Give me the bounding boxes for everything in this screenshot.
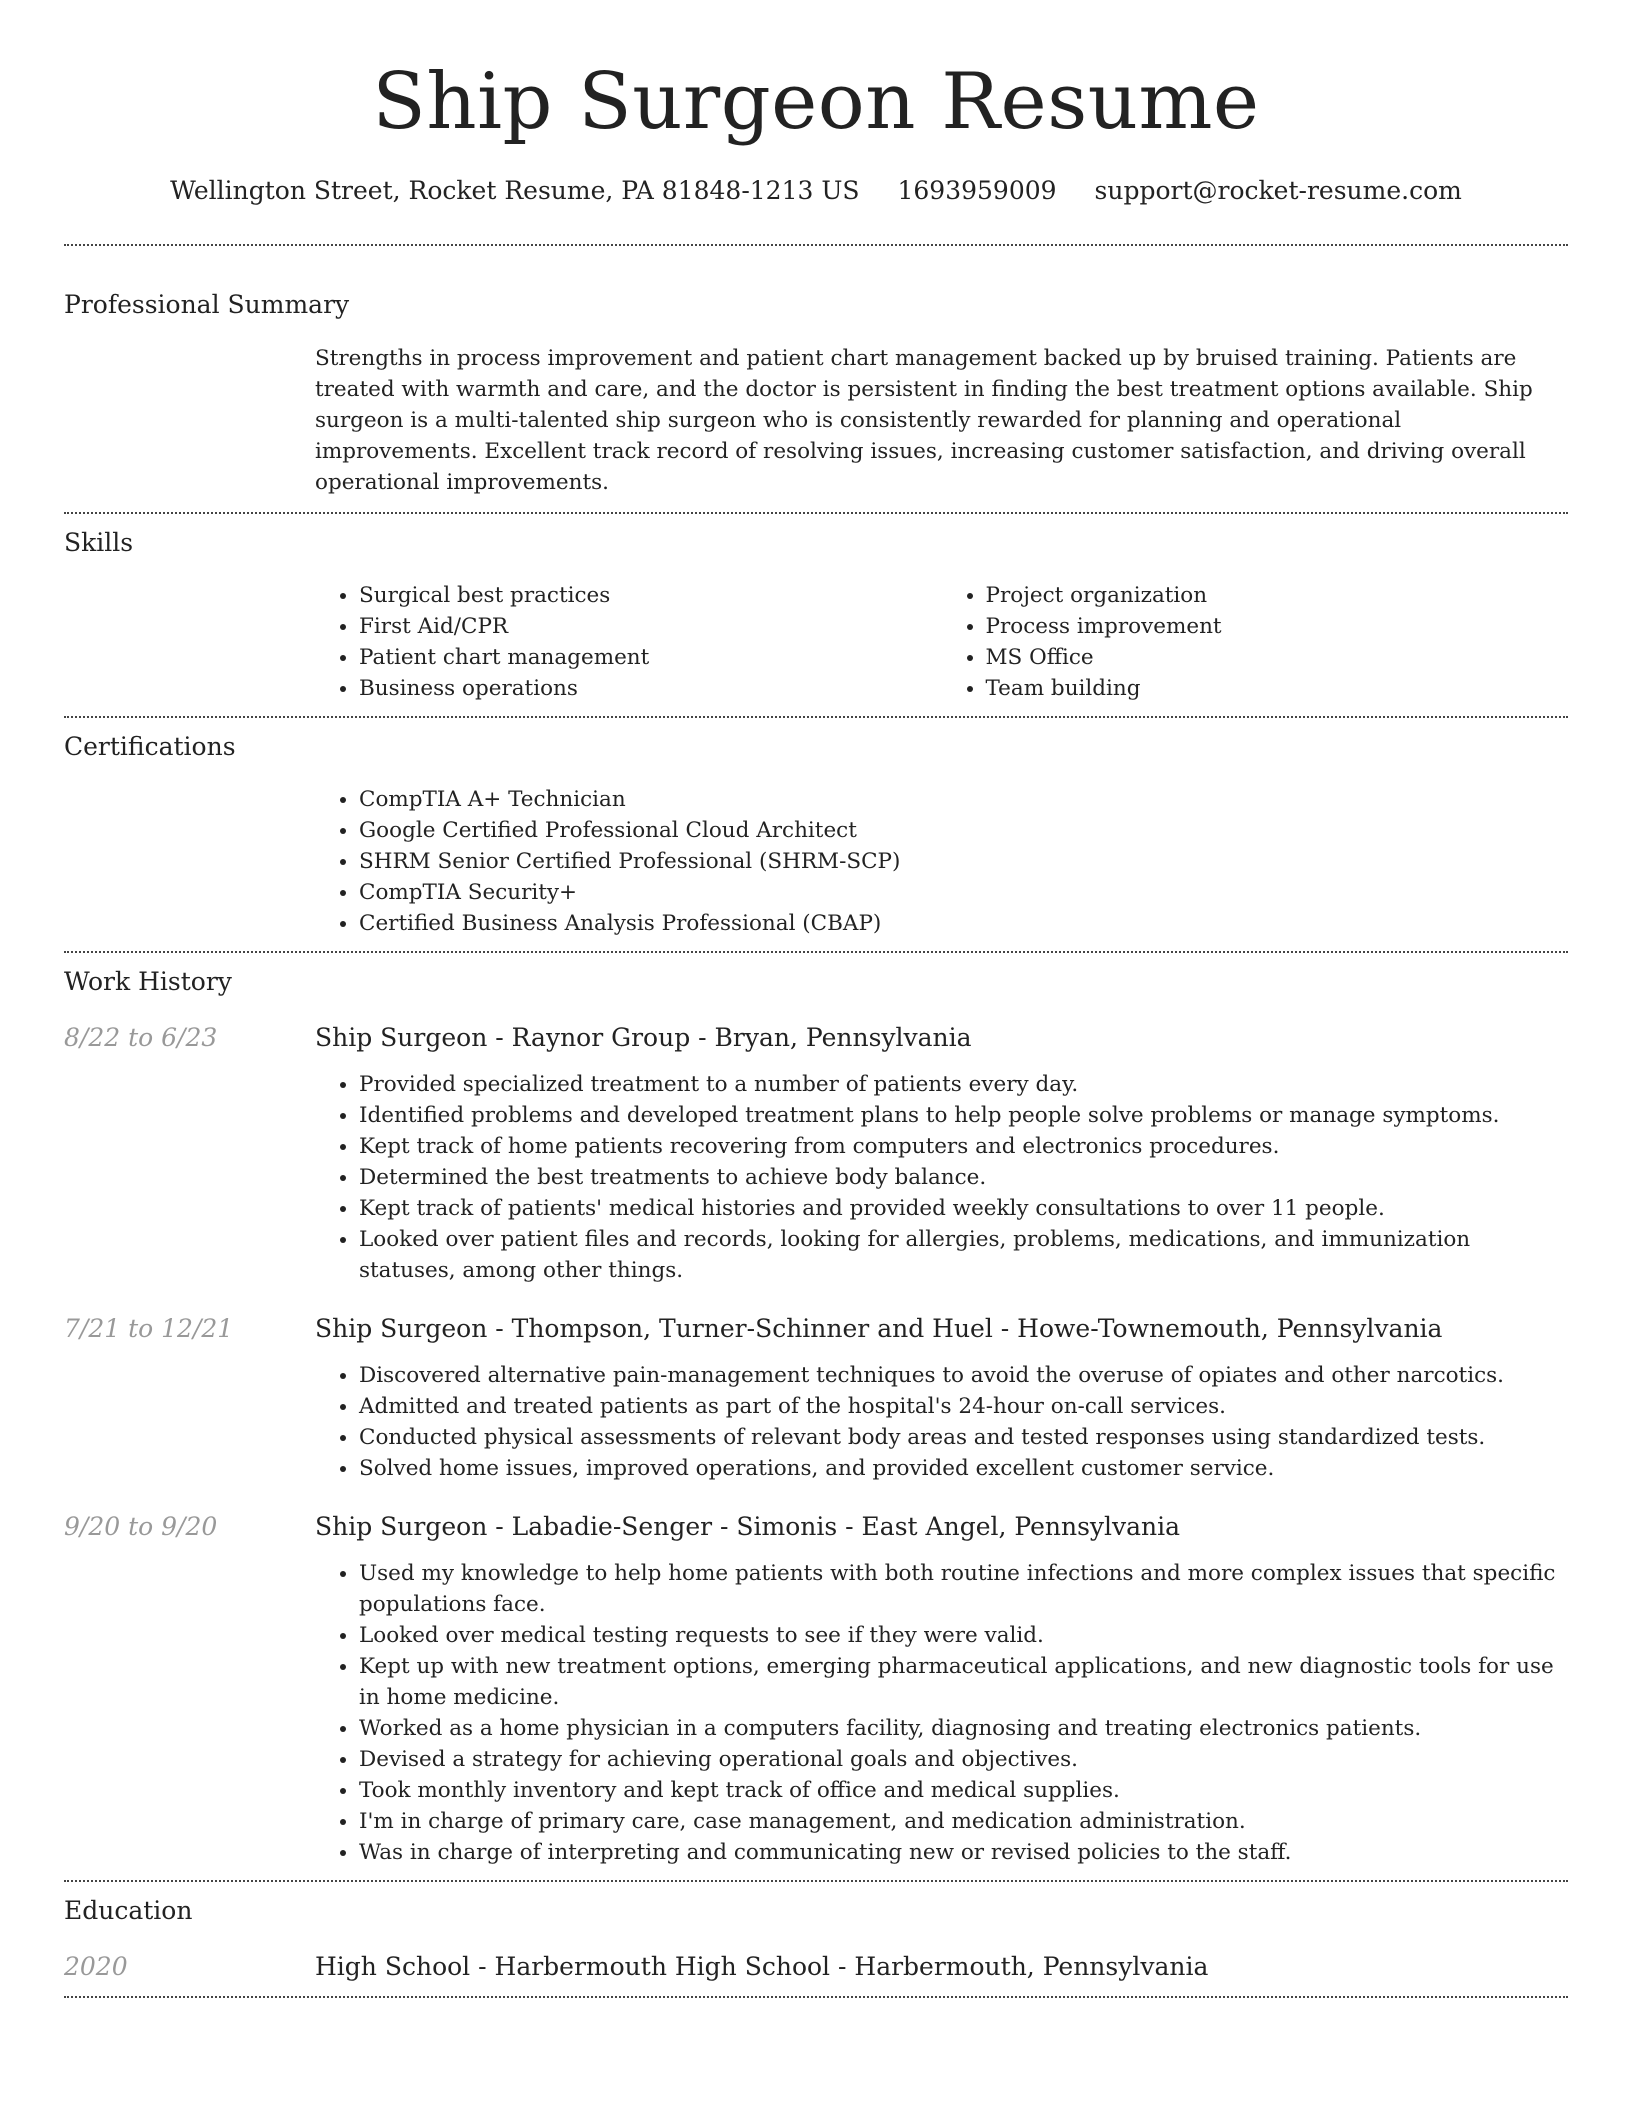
job-bullet: • Used my knowledge to help home patients with both routine infections and more complex issues that specific populations face.: [359, 1558, 1568, 1620]
job-bullet: • Solved home issues, improved operations, and provided excellent customer service.: [359, 1453, 1568, 1484]
job-bullet: • Discovered alternative pain-management techniques to avoid the overuse of opiates and other narcotics.: [359, 1360, 1568, 1391]
job-bullet: • Kept track of patients' medical histories and provided weekly consultations to over 11 people.: [359, 1193, 1568, 1224]
skills-column-right: [942, 580, 1569, 704]
divider: [64, 512, 1568, 514]
contact-phone: 1693959009: [897, 176, 1057, 205]
section-heading-work-history: Work History: [64, 967, 232, 996]
certifications-list: [315, 784, 1568, 939]
divider: [64, 951, 1568, 953]
skill-item: • Team building: [986, 673, 1569, 704]
section-heading-summary: Professional Summary: [64, 290, 350, 319]
contact-address: Wellington Street, Rocket Resume, PA 81848-1213 US: [170, 176, 860, 205]
certification-item: • CompTIA A+ Technician: [359, 784, 1568, 815]
skill-item: • Process improvement: [986, 611, 1569, 642]
job-bullet: • Identified problems and developed treatment plans to help people solve problems or manage symptoms.: [359, 1100, 1568, 1131]
skill-item: • Business operations: [359, 673, 942, 704]
summary-text: Strengths in process improvement and patient chart management backed up by bruised training. Patients are treated with warmth and care, and the doctor is persistent in finding the best treatment options available. Ship surgeon is a multi-talented ship surgeon who is consistently rewarded for planning and operational improvements. Excellent track record of resolving issues, increasing customer satisfaction, and driving overall operational improvements.: [315, 346, 1533, 495]
certification-item: • CompTIA Security+: [359, 877, 1568, 908]
job-bullet: • Kept up with new treatment options, emerging pharmaceutical applications, and new diagnostic tools for use in home medicine.: [359, 1651, 1568, 1713]
job-bullet: • Was in charge of interpreting and communicating new or revised policies to the staff.: [359, 1837, 1568, 1868]
certification-item: • Certified Business Analysis Professional (CBAP): [359, 908, 1568, 939]
skill-item: • First Aid/CPR: [359, 611, 942, 642]
job-bullet: • Looked over patient files and records, looking for allergies, problems, medications, and immunization statuses, among other things.: [359, 1224, 1568, 1286]
job-bullet: • Determined the best treatments to achieve body balance.: [359, 1162, 1568, 1193]
job-dates: 7/21 to 12/21: [64, 1314, 234, 1343]
resume-page: [64, 0, 1568, 1998]
divider: [64, 1996, 1568, 1998]
skill-item: • Surgical best practices: [359, 580, 942, 611]
job-bullet: • Worked as a home physician in a computers facility, diagnosing and treating electronics patients.: [359, 1713, 1568, 1744]
section-heading-certifications: Certifications: [64, 732, 236, 761]
job-bullet: • Devised a strategy for achieving operational goals and objectives.: [359, 1744, 1568, 1775]
job-header: [64, 1021, 1568, 1055]
job-dates: 8/22 to 6/23: [64, 1023, 218, 1052]
certification-item: • Google Certified Professional Cloud Architect: [359, 815, 1568, 846]
job-header: [64, 1510, 1568, 1544]
job-bullet: • Conducted physical assessments of relevant body areas and tested responses using standardized tests.: [359, 1422, 1568, 1453]
education-year: 2020: [64, 1952, 128, 1981]
job-bullet: • I'm in charge of primary care, case management, and medication administration.: [359, 1806, 1568, 1837]
job-bullets: [315, 1360, 1568, 1484]
education-title: High School - Harbermouth High School - Harbermouth, Pennsylvania: [315, 1952, 1209, 1981]
job-bullets: [315, 1558, 1568, 1868]
skills-list: [315, 580, 1568, 704]
education-row: [64, 1950, 1568, 1984]
skill-item: • Patient chart management: [359, 642, 942, 673]
contact-email: support@rocket-resume.com: [1094, 176, 1462, 205]
job-dates: 9/20 to 9/20: [64, 1512, 218, 1541]
job-bullets: [315, 1069, 1568, 1286]
divider: [64, 1880, 1568, 1882]
job-title: Ship Surgeon - Labadie-Senger - Simonis - East Angel, Pennsylvania: [315, 1512, 1181, 1541]
job-title: Ship Surgeon - Raynor Group - Bryan, Pennsylvania: [315, 1023, 972, 1052]
certification-item: • SHRM Senior Certified Professional (SHRM-SCP): [359, 846, 1568, 877]
skill-item: • Project organization: [986, 580, 1569, 611]
job-bullet: • Admitted and treated patients as part of the hospital's 24-hour on-call services.: [359, 1391, 1568, 1422]
job-header: [64, 1312, 1568, 1346]
skills-column-left: [315, 580, 942, 704]
divider: [64, 716, 1568, 718]
section-heading-skills: Skills: [64, 528, 134, 557]
contact-line: [64, 174, 1568, 208]
resume-title: Ship Surgeon Resume: [372, 57, 1260, 147]
divider: [64, 244, 1568, 246]
skill-item: • MS Office: [986, 642, 1569, 673]
job-bullet: • Kept track of home patients recovering from computers and electronics procedures.: [359, 1131, 1568, 1162]
job-title: Ship Surgeon - Thompson, Turner-Schinner and Huel - Howe-Townemouth, Pennsylvania: [315, 1314, 1443, 1343]
job-bullet: • Provided specialized treatment to a number of patients every day.: [359, 1069, 1568, 1100]
section-heading-education: Education: [64, 1896, 193, 1925]
job-bullet: • Looked over medical testing requests to see if they were valid.: [359, 1620, 1568, 1651]
job-bullet: • Took monthly inventory and kept track of office and medical supplies.: [359, 1775, 1568, 1806]
